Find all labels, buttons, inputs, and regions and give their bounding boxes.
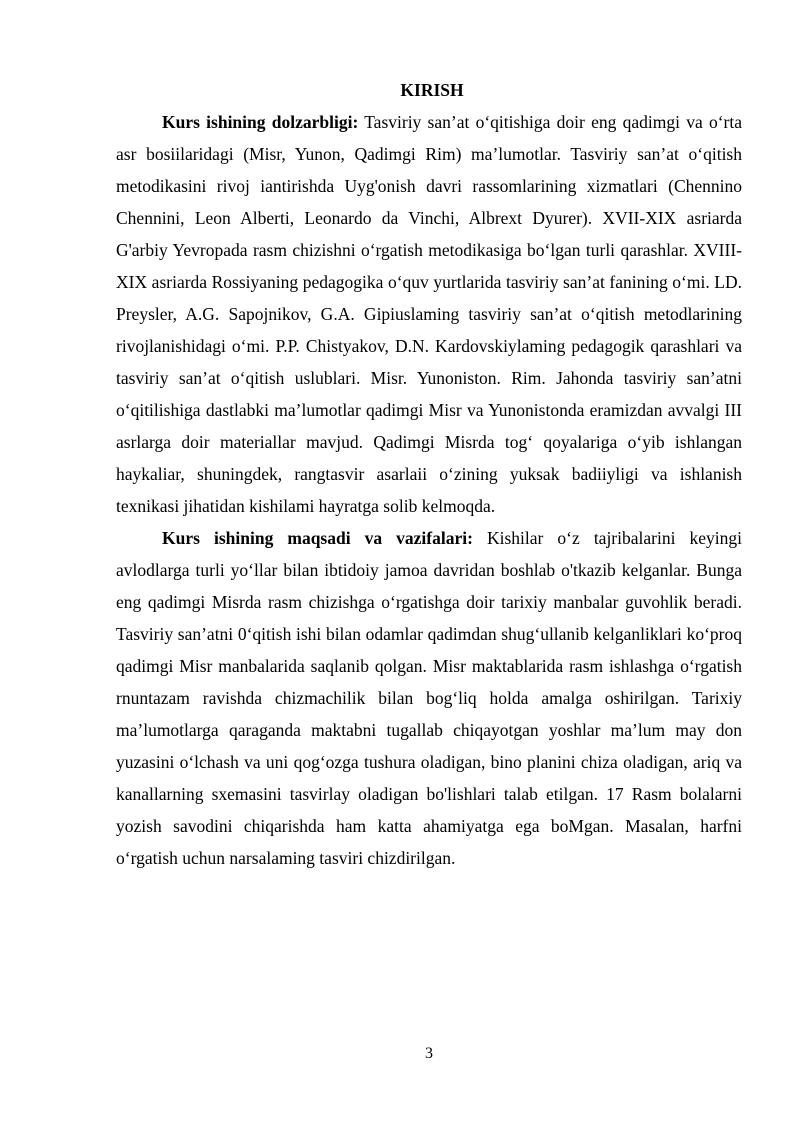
paragraph-lead-relevance: Kurs ishining dolzarbligi: — [162, 112, 359, 132]
paragraph-relevance — [116, 106, 742, 522]
page-number: 3 — [425, 1045, 433, 1062]
paragraph-body-relevance: Tasviriy san’at o‘qitishiga doir eng qadimgi va o‘rta asr bosiilaridagi (Misr, Yunon, Qadimgi Rim) ma’lumotlar. Tasviriy san’at o‘qitish metodikasini rivoj iantirishda Uyg'onish davri rassomlarining xizmatlari (Chennino Chennini, Leon Alberti, Leonardo da Vinchi, Albrext Dyurer). XVII-XIX asriarda G'arbiy Yevropada rasm chizishni o‘rgatish metodikasiga bo‘lgan turli qarashlar. XVIII-XIX asriarda Rossiyaning pedagogika o‘quv yurtlarida tasviriy san’at fanining o‘mi. LD. Preysler, A.G. Sapojnikov, G.A. Gipiuslaming tasviriy san’at o‘qitish metodlarining rivojlanishidagi o‘mi. P.P. Chistyakov, D.N. Kardovskiylaming pedagogik qarashlari va tasviriy san’at o‘qitish uslublari. Misr. Yunoniston. Rim. Jahonda tasviriy san’atni o‘qitilishiga dastlabki ma’lumotlar qadimgi Misr va Yunonistonda eramizdan avvalgi III asrlarga doir materiallar mavjud. Qadimgi Misrda tog‘ qoyalariga o‘yib ishlangan haykaliar, shuningdek, rangtasvir asarlaii o‘zining yuksak badiiyligi va ishlanish texnikasi jihatidan kishilami hayratga solib kelmoqda. — [116, 112, 742, 516]
paragraph-body-goals: Kishilar o‘z tajribalarini keyingi avlodlarga turli yo‘llar bilan ibtidoiy jamoa davridan boshlab o'tkazib kelganlar. Bunga eng qadimgi Misrda rasm chizishga o‘rgatishga doir tarixiy manbalar guvohlik beradi. Tasviriy san’atni 0‘qitish ishi bilan odamlar qadimdan shug‘ullanib kelganliklari ko‘proq qadimgi Misr manbalarida saqlanib qolgan. Misr maktablarida rasm ishlashga o‘rgatish rnuntazam ravishda chizmachilik bilan bog‘liq holda amalga oshirilgan. Tarixiy ma’lumotlarga qaraganda maktabni tugallab chiqayotgan yoshlar ma’lum may don yuzasini o‘lchash va uni qog‘ozga tushura oladigan, bino planini chiza oladigan, ariq va kanallarning sxemasini tasvirlay oladigan bo'lishlari talab etilgan. 17 Rasm bolalarni yozish savodini chiqarishda ham katta ahamiyatga ega boMgan. Masalan, harfni o‘rgatish uchun narsalaming tasviri chizdirilgan. — [116, 528, 742, 868]
section-title: KIRISH — [400, 80, 464, 100]
page-content — [116, 74, 742, 874]
paragraph-lead-goals: Kurs ishining maqsadi va vazifalari: — [162, 528, 473, 548]
paragraph-goals — [116, 522, 742, 874]
